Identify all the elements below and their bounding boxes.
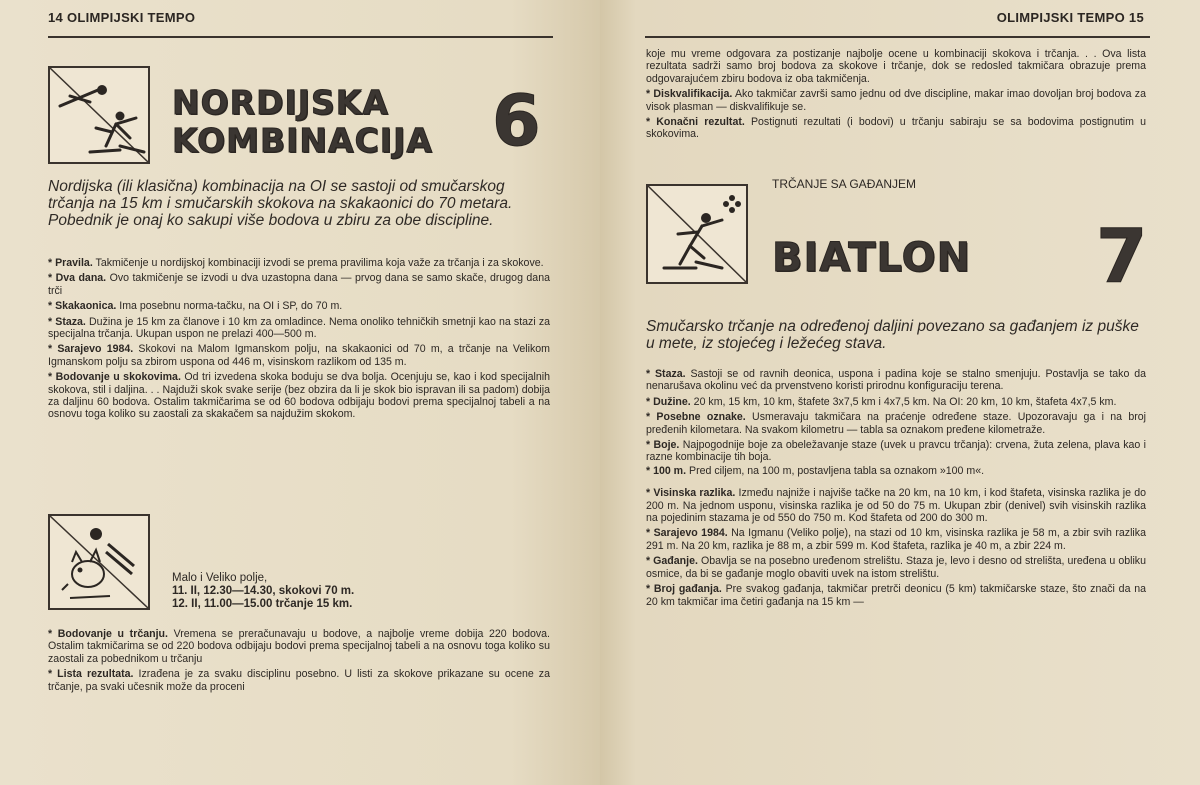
rules-section-right (646, 368, 1146, 608)
paragraph-broj-gadjanja: * Broj gađanja. Pre svakog gađanja, takmičar pretrči deonicu (5 km) takmičarske staze, što znači da na 20 km takmičar ima četiri gađanja na 15 km — (646, 583, 1147, 608)
ski-jump-cross-country-icon (48, 66, 150, 164)
paragraph-continuation: koje mu vreme odgovara za postizanje najbolje ocene u kombinaciji skokova i trčanja. . . Ova lista rezultata sadrži samo broj bodova za skokove i trčanje, dok se redosled takmičara obrazuje prema odgovarajućem zbiru bodova iz oba takmičenja. (646, 48, 1146, 85)
paragraph-boje: * Boje. Najpogodnije boje za obeležavanje staze (uvek u pravcu trčanja): crvena, žuta zelena, plava kao i razne kombinacije tih boja. (646, 439, 1146, 464)
paragraph-duzine: * Dužine. 20 km, 15 km, 10 km, štafete 3x7,5 km i 4x7,5 km. Na OI: 20 km, 10 km, štafeta 4x7,5 km. (646, 395, 1117, 408)
paragraph-gadjanje: * Gađanje. Obavlja se na posebno uređenom strelištu. Staza je, levo i desno od strelišta, uređena u obliku osmice, da bi se gađanje moglo obaviti uvek na istom strelištu. (646, 555, 1146, 580)
mascot-wolf-skier-icon (48, 514, 150, 610)
paragraph-sarajevo: * Sarajevo 1984. Skokovi na Malom Igmanskom polju, na skakaonici od 70 m, a trčanje na Velikom Igmanskom polju sa zbirom uspona od 446 m, visinskom razlikom od 135 m. (48, 343, 550, 368)
running-head-right: OLIMPIJSKI TEMPO 15 (996, 10, 1144, 25)
title-line-nordijska: NORDIJSKA (172, 83, 389, 122)
biathlon-skier-icon (646, 184, 748, 284)
schedule-line-skokovi: 11. II, 12.30—14.30, skokovi 70 m. (172, 585, 355, 597)
title-line-kombinacija: KOMBINACIJA (172, 121, 433, 160)
paragraph-lista-rezultata: * Lista rezultata. Izrađena je za svaku disciplinu posebno. U listi za skokove prikazane su ocene za trčanje, pa svaki učesnik može da proceni (48, 668, 550, 693)
paragraph-posebne-oznake: * Posebne oznake. Usmeravaju takmičara na praćenje određene staze. Upozoravaju ga i na broj pređenih kilometara. Na svakom kilometru — tabla sa oznakom pređene kilometraže. (646, 411, 1147, 436)
paragraph-diskvalifikacija: * Diskvalifikacija. Ako takmičar završi samo jednu od dve discipline, makar imao dovoljan broj bodova za visok plasman — diskvalifikuje se. (646, 88, 1147, 113)
section-number-7: 7 (1096, 214, 1148, 300)
paragraph-visinska-razlika: * Visinska razlika. Između najniže i najviše tačke na 20 km, na 10 km, i kod štafeta, visinska razlika je do 200 m. Na jednom usponu, visinska razlika je od 50 do 75 m. Ukupan zbir (denivel) svih visinskih razlika na pojedinim stazama je od 550 do 750 m. Kod štafeta od 200 do 300 m. (646, 487, 1147, 525)
paragraph-staza: * Staza. Dužina je 15 km za članove i 10 km za omladince. Nema onoliko tehničkih smetnji kao na stazi za specijalna trčanja. Ukupan uspon ne prelazi 400—500 m. (48, 315, 551, 341)
schedule-block (172, 572, 532, 611)
subtitle-trcanje-sa-gadjanjem: TRČANJE SA GAĐANJEM (772, 177, 917, 191)
right-page (600, 0, 1200, 785)
paragraph-bodovanje-trcanje: * Bodovanje u trčanju. Vremena se preračunavaju u bodove, a najbolje vreme dobija 220 bodova. Ostalim takmičarima se od 220 bodova odbijaju bodovi prema specijalnoj tabeli a na osnovu toga koliko su zaostali za pobednikom u trčanju (48, 628, 550, 665)
title-biatlon: BIATLON (772, 235, 972, 281)
paragraph-sarajevo-biatlon: * Sarajevo 1984. Na Igmanu (Veliko polje), na stazi od 10 km, visinska razlika je 58 m, a zbir svih razlika 291 m. Na 20 km, razlika je 88 m, a zbir 599 m. Kod štafeta, razlika je 40 m, a zbir 224 m. (646, 527, 1146, 552)
paragraph-staza-biatlon: * Staza. Sastoji se od ravnih deonica, uspona i padina koje se stalno smenjuju. Postavlja se tako da nenarušava okolinu već da prvenstveno koristi prirodnu konfiguraciju terena. (646, 368, 1146, 393)
lead-paragraph-right: Smučarsko trčanje na određenoj daljini povezano sa gađanjem iz puške u mete, iz stojećeg i ležećeg stava. (646, 318, 1139, 352)
paragraph-skakaonica: * Skakaonica. Ima posebnu norma-tačku, na OI i SP, do 70 m. (48, 300, 343, 313)
lead-paragraph-left: Nordijska (ili klasična) kombinacija na OI se sastoji od smučarskog trčanja na 15 km i smučarskih skokova na skakaonici do 70 metara. Pobednik je onaj ko sakupi više bodova u zbiru za obe discipline. (48, 178, 513, 229)
header-rule-left (48, 36, 553, 38)
paragraph-100m: * 100 m. Pred ciljem, na 100 m, postavljena tabla sa oznakom »100 m«. (646, 464, 985, 477)
continuation-section-right (646, 48, 1146, 141)
paragraph-bodovanje-skokovi: * Bodovanje u skokovima. Od tri izvedena skoka boduju se dva bolja. Ocenjuju se, kao i kod specijalnih skokova, stil i daljina. . . Najduži skok svake serije (bez obzira da li je skok bio ispravan ili sa padom) dobija za daljinu 60 bodova. Ostalim takmičarima se od 60 bodova odbijaju bodovi prema specijalnoj tabeli a na osnovu toga koliko su zaostali za skakačem sa najdužim skokom. (48, 371, 550, 421)
paragraph-dva-dana: * Dva dana. Ovo takmičenje se izvodi u dva uzastopna dana — prvog dana se samo skače, drugog dana trči (48, 272, 550, 297)
schedule-line-trcanje: 12. II, 11.00—15.00 trčanje 15 km. (172, 598, 353, 610)
paragraph-konacni-rezultat: * Konačni rezultat. Postignuti rezultati (i bodovi) u trčanju sabiraju se sa bodovima postignutim u skokovima. (646, 116, 1146, 141)
rules-section-left (48, 257, 550, 421)
paragraph-pravila: * Pravila. Takmičenje u nordijskoj kombinaciji izvodi se prema pravilima koja važe za trčanja i za skokove. (48, 257, 544, 269)
header-rule-right (645, 36, 1150, 38)
running-head-left: 14 OLIMPIJSKI TEMPO (48, 10, 196, 25)
section-number-6: 6 (492, 80, 541, 162)
schedule-venue: Malo i Veliko polje, (172, 572, 268, 584)
scoring-section-left (48, 628, 550, 693)
